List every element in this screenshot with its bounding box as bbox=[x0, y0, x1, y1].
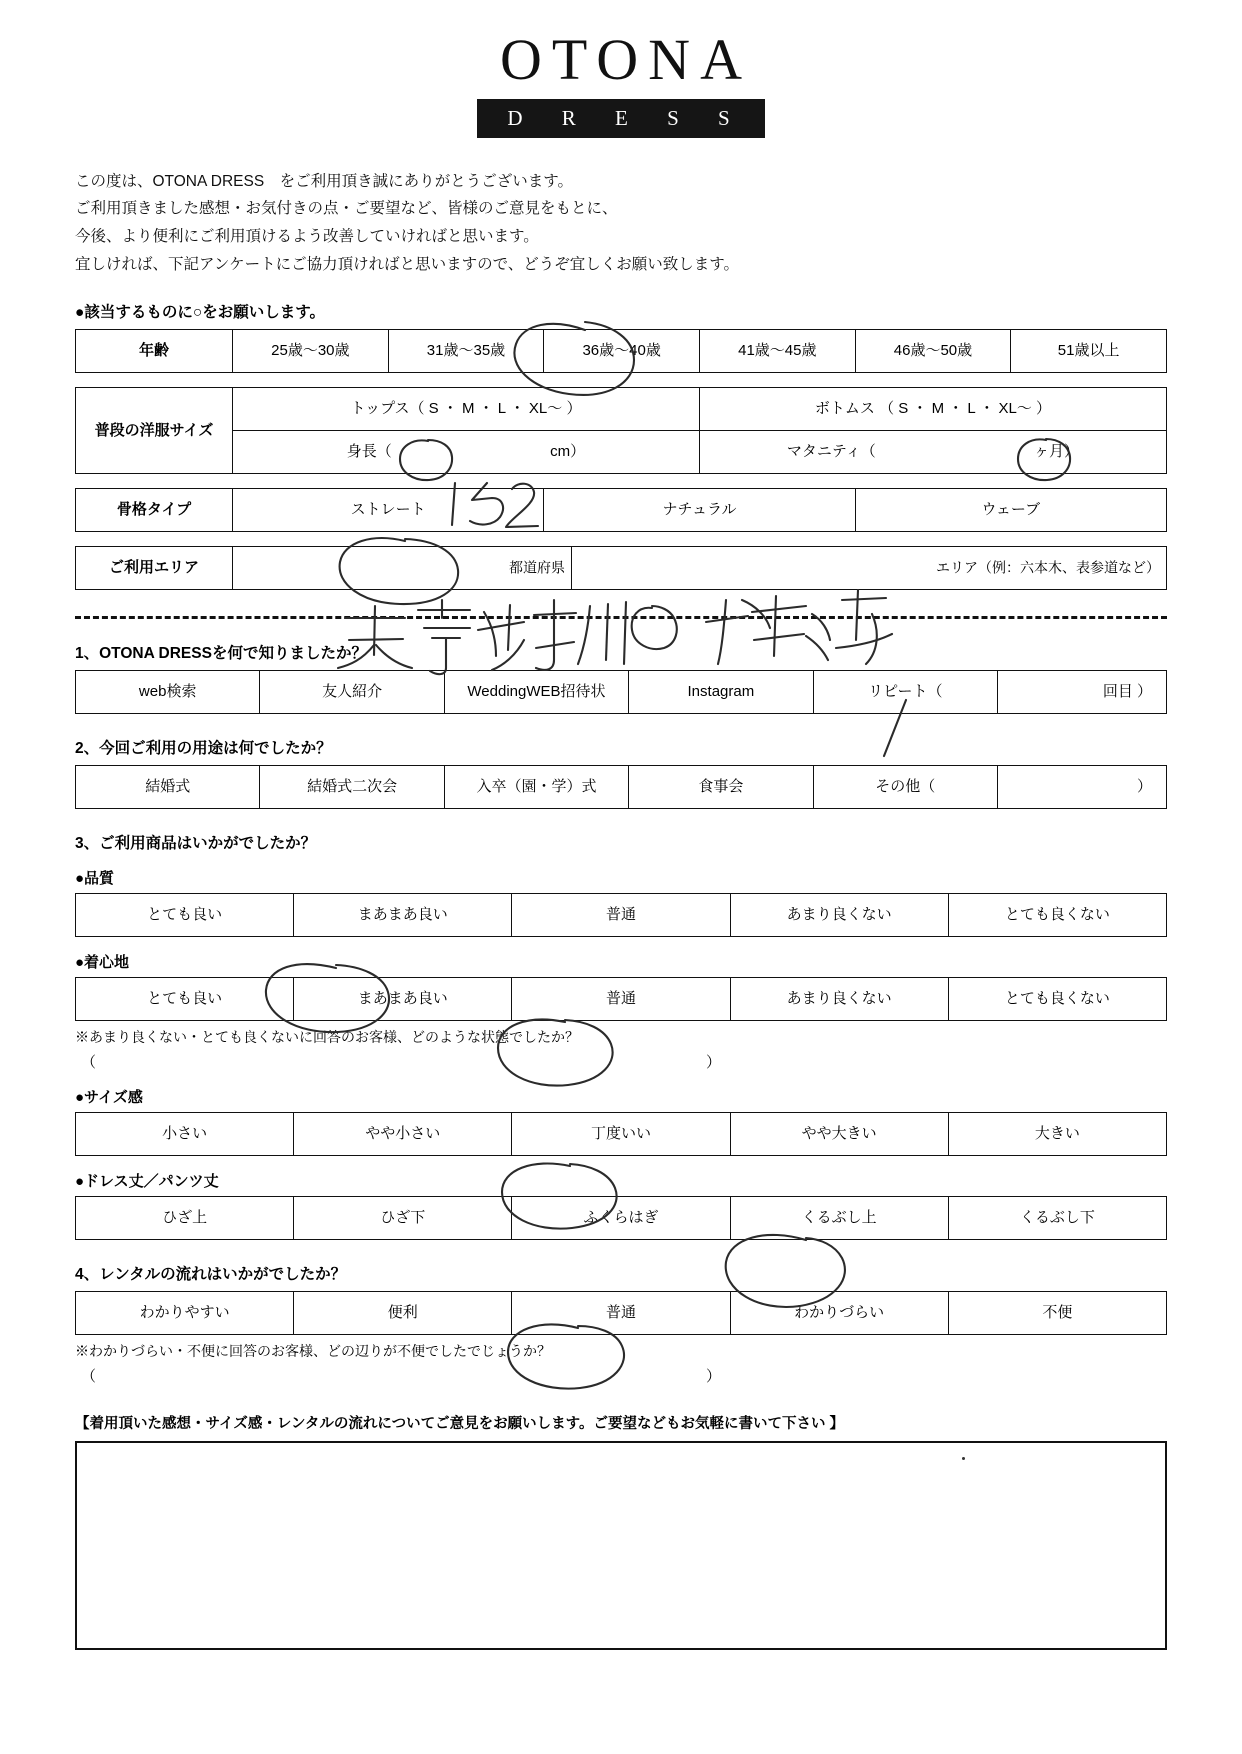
area-example-text: エリア（例：六本木、表参道など） bbox=[936, 559, 1160, 576]
intro-line-2: ご利用頂きました感想・お気付きの点・ご要望など、皆様のご意見をもとに、 bbox=[75, 200, 618, 218]
quality-option-not-good[interactable]: あまり良くない bbox=[730, 894, 948, 937]
age-option-41-45[interactable]: 41歳〜45歳 bbox=[699, 330, 855, 373]
clothing-size-label: 普段の洋服サイズ bbox=[76, 388, 233, 474]
age-option-51-plus[interactable]: 51歳以上 bbox=[1011, 330, 1167, 373]
q3-length-label: ●ドレス丈／パンツ丈 bbox=[75, 1173, 219, 1191]
age-option-36-40[interactable]: 36歳〜40歳 bbox=[544, 330, 700, 373]
height-label: 身長（ bbox=[346, 443, 392, 461]
comfort-option-very-good[interactable]: とても良い bbox=[76, 978, 294, 1021]
body-type-wave[interactable]: ウェーブ bbox=[855, 489, 1166, 532]
intro-text bbox=[75, 168, 1167, 278]
prefecture-tag: 都道府県 bbox=[509, 559, 565, 576]
size-option-slightly-small[interactable]: やや小さい bbox=[294, 1113, 512, 1156]
q3-size-label: ●サイズ感 bbox=[75, 1089, 143, 1107]
q1-option-weddingweb[interactable]: WeddingWEB招待状 bbox=[444, 671, 628, 714]
q1-repeat-count-label[interactable]: 回目 ） bbox=[998, 671, 1167, 714]
age-table bbox=[75, 329, 1167, 373]
comment-title: 【着用頂いた感想・サイズ感・レンタルの流れについてご意見をお願いします。ご要望などもお気軽に書いて下さい 】 bbox=[75, 1416, 844, 1433]
comfort-option-very-bad[interactable]: とても良くない bbox=[948, 978, 1166, 1021]
area-table bbox=[75, 546, 1167, 590]
area-label: ご利用エリア bbox=[76, 547, 233, 590]
q2-option-other[interactable]: その他（ bbox=[813, 766, 997, 809]
q2-option-dinner[interactable]: 食事会 bbox=[629, 766, 813, 809]
q3-size-table bbox=[75, 1112, 1167, 1156]
table-row bbox=[76, 1197, 1167, 1240]
q1-option-friend[interactable]: 友人紹介 bbox=[260, 671, 444, 714]
brand-logo bbox=[75, 0, 1167, 138]
quality-option-fairly-good[interactable]: まあまあ良い bbox=[294, 894, 512, 937]
prefecture-input-cell[interactable] bbox=[233, 547, 572, 590]
intro-line-3: 今後、より便利にご利用頂けるよう改善していければと思います。 bbox=[75, 228, 539, 246]
comfort-option-fairly-good[interactable]: まあまあ良い bbox=[294, 978, 512, 1021]
q1-option-instagram[interactable]: Instagram bbox=[629, 671, 813, 714]
section-divider bbox=[75, 616, 1167, 619]
paren-close: ） bbox=[705, 1368, 721, 1386]
maternity-label: マタニティ（ bbox=[786, 443, 876, 461]
size-option-large[interactable]: 大きい bbox=[948, 1113, 1166, 1156]
age-label: 年齢 bbox=[76, 330, 233, 373]
body-type-table bbox=[75, 488, 1167, 532]
length-option-above-ankle[interactable]: くるぶし上 bbox=[730, 1197, 948, 1240]
paren-close: ） bbox=[705, 1054, 721, 1072]
circle-instruction: ●該当するものに○をお願いします。 bbox=[75, 304, 325, 322]
comment-textarea[interactable] bbox=[75, 1441, 1167, 1650]
tops-size-cell[interactable]: トップス（ S ・ M ・ L ・ XL〜 ） bbox=[233, 388, 700, 431]
length-option-calf[interactable]: ふくらはぎ bbox=[512, 1197, 730, 1240]
q2-other-close-paren: ） bbox=[998, 766, 1167, 809]
q4-option-inconvenient[interactable]: 不便 bbox=[948, 1292, 1166, 1335]
bottoms-size-cell[interactable]: ボトムス （ S ・ M ・ L ・ XL〜 ） bbox=[699, 388, 1166, 431]
comfort-option-not-good[interactable]: あまり良くない bbox=[730, 978, 948, 1021]
age-option-25-30[interactable]: 25歳〜30歳 bbox=[233, 330, 389, 373]
q4-title: 4、レンタルの流れはいかがでしたか？ bbox=[75, 1266, 347, 1284]
age-option-31-35[interactable]: 31歳〜35歳 bbox=[388, 330, 544, 373]
paren-open: （ bbox=[81, 1054, 97, 1072]
q2-option-afterparty[interactable]: 結婚式二次会 bbox=[260, 766, 444, 809]
q3-comfort-table bbox=[75, 977, 1167, 1021]
maternity-unit: ヶ月） bbox=[1034, 443, 1080, 461]
table-row bbox=[76, 671, 1167, 714]
q3-quality-table bbox=[75, 893, 1167, 937]
q3-quality-label: ●品質 bbox=[75, 870, 115, 888]
table-row bbox=[76, 1113, 1167, 1156]
height-cell[interactable] bbox=[233, 431, 700, 474]
table-row bbox=[76, 388, 1167, 431]
area-input-cell[interactable] bbox=[572, 547, 1167, 590]
q2-option-wedding[interactable]: 結婚式 bbox=[76, 766, 260, 809]
table-row bbox=[76, 431, 1167, 474]
q1-option-web[interactable]: web検索 bbox=[76, 671, 260, 714]
logo-otona-text: OTONA bbox=[500, 27, 752, 92]
age-option-46-50[interactable]: 46歳〜50歳 bbox=[855, 330, 1011, 373]
size-option-small[interactable]: 小さい bbox=[76, 1113, 294, 1156]
table-row bbox=[76, 978, 1167, 1021]
q3-comfort-note: ※あまり良くない・とても良くないに回答のお客様、どのような状態でしたか？ bbox=[75, 1029, 579, 1046]
q2-table bbox=[75, 765, 1167, 809]
q2-title: 2、今回ご利用の用途は何でしたか？ bbox=[75, 740, 332, 758]
q4-note: ※わかりづらい・不便に回答のお客様、どの辺りが不便でしたでじょうか？ bbox=[75, 1343, 551, 1360]
q3-title: 3、ご利用商品はいかがでしたか？ bbox=[75, 835, 317, 853]
q4-option-easy[interactable]: わかりやすい bbox=[76, 1292, 294, 1335]
table-row bbox=[76, 330, 1167, 373]
q4-option-hard[interactable]: わかりづらい bbox=[730, 1292, 948, 1335]
table-row bbox=[76, 547, 1167, 590]
intro-line-4: 宜しければ、下記アンケートにご協力頂ければと思いますので、どうぞ宜しくお願い致します。 bbox=[75, 255, 740, 273]
comfort-option-normal[interactable]: 普通 bbox=[512, 978, 730, 1021]
height-unit: cm） bbox=[550, 443, 586, 461]
quality-option-normal[interactable]: 普通 bbox=[512, 894, 730, 937]
length-option-below-knee[interactable]: ひざ下 bbox=[294, 1197, 512, 1240]
quality-option-very-good[interactable]: とても良い bbox=[76, 894, 294, 937]
table-row bbox=[76, 489, 1167, 532]
paren-open: （ bbox=[81, 1368, 97, 1386]
quality-option-very-bad[interactable]: とても良くない bbox=[948, 894, 1166, 937]
q4-option-normal[interactable]: 普通 bbox=[512, 1292, 730, 1335]
table-row bbox=[76, 766, 1167, 809]
q3-comfort-label: ●着心地 bbox=[75, 954, 130, 972]
clothing-size-table bbox=[75, 387, 1167, 474]
q1-option-repeat[interactable]: リピート（ bbox=[813, 671, 997, 714]
maternity-cell[interactable] bbox=[699, 431, 1166, 474]
q4-table bbox=[75, 1291, 1167, 1335]
intro-line-1: この度は、OTONA DRESS をご利用頂き誠にありがとうございます。 bbox=[75, 172, 573, 190]
q4-option-convenient[interactable]: 便利 bbox=[294, 1292, 512, 1335]
q3-comfort-free-input[interactable] bbox=[81, 1051, 721, 1072]
q1-table bbox=[75, 670, 1167, 714]
stray-mark-icon bbox=[962, 1457, 965, 1460]
size-option-slightly-large[interactable]: やや大きい bbox=[730, 1113, 948, 1156]
body-type-natural[interactable]: ナチュラル bbox=[544, 489, 855, 532]
body-type-straight[interactable]: ストレート bbox=[233, 489, 544, 532]
body-type-label: 骨格タイプ bbox=[76, 489, 233, 532]
table-row bbox=[76, 1292, 1167, 1335]
q4-free-input[interactable] bbox=[81, 1365, 721, 1386]
q2-option-ceremony[interactable]: 入卒（園・学）式 bbox=[444, 766, 628, 809]
q1-title: 1、OTONA DRESSを何で知りましたか？ bbox=[75, 645, 367, 663]
logo-dress-text: D R E S S bbox=[477, 99, 764, 138]
size-option-just-right[interactable]: 丁度いい bbox=[512, 1113, 730, 1156]
q3-length-table bbox=[75, 1196, 1167, 1240]
length-option-above-knee[interactable]: ひざ上 bbox=[76, 1197, 294, 1240]
length-option-below-ankle[interactable]: くるぶし下 bbox=[948, 1197, 1166, 1240]
table-row bbox=[76, 894, 1167, 937]
